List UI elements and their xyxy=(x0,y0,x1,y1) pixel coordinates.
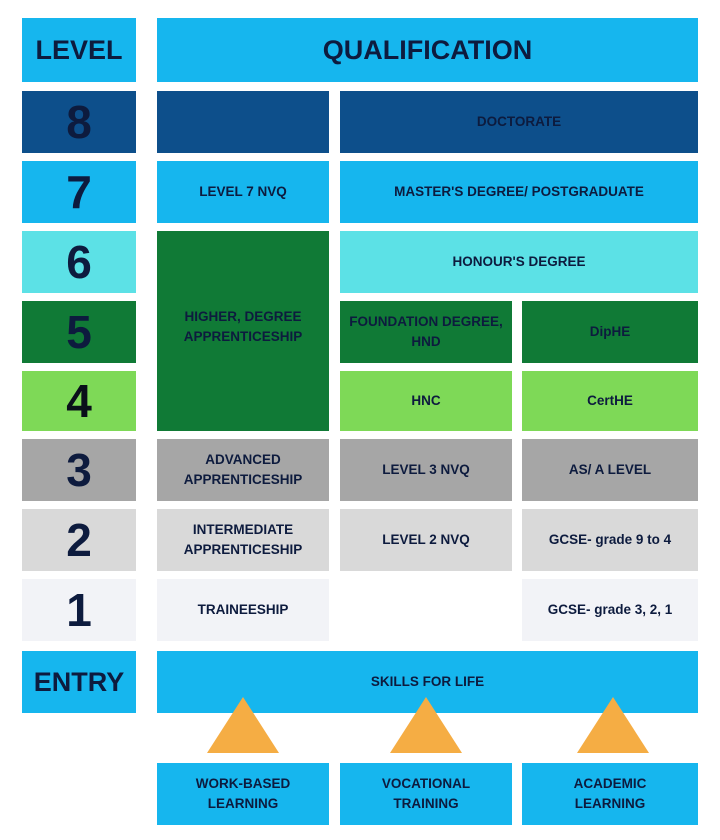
gcse-3-2-1-cell: GCSE- grade 3, 2, 1 xyxy=(522,579,698,641)
level-3-box: 3 xyxy=(22,439,136,501)
higher-degree-apprenticeship-cell: HIGHER, DEGREE APPRENTICESHIP xyxy=(157,231,329,431)
level-2-box: 2 xyxy=(22,509,136,571)
doctorate-cell: DOCTORATE xyxy=(340,91,698,153)
work-based-triangle-icon xyxy=(207,697,279,753)
as-a-level-cell: AS/ A LEVEL xyxy=(522,439,698,501)
advanced-apprenticeship-cell: ADVANCED APPRENTICESHIP xyxy=(157,439,329,501)
intermediate-apprenticeship-cell: INTERMEDIATE APPRENTICESHIP xyxy=(157,509,329,571)
honours-degree-cell: HONOUR'S DEGREE xyxy=(340,231,698,293)
level-4-box: 4 xyxy=(22,371,136,431)
level-5-box: 5 xyxy=(22,301,136,363)
skills-for-life-cell: SKILLS FOR LIFE xyxy=(157,651,698,713)
level-8-box: 8 xyxy=(22,91,136,153)
level-header: LEVEL xyxy=(22,18,136,82)
masters-degree-cell: MASTER'S DEGREE/ POSTGRADUATE xyxy=(340,161,698,223)
level-6-box: 6 xyxy=(22,231,136,293)
traineeship-cell: TRAINEESHIP xyxy=(157,579,329,641)
academic-learning-box: ACADEMIC LEARNING xyxy=(522,763,698,825)
level-3-nvq-cell: LEVEL 3 NVQ xyxy=(340,439,512,501)
hnc-cell: HNC xyxy=(340,371,512,431)
foundation-degree-cell: FOUNDATION DEGREE, HND xyxy=(340,301,512,363)
gcse-9-4-cell: GCSE- grade 9 to 4 xyxy=(522,509,698,571)
level-8-empty-cell xyxy=(157,91,329,153)
academic-triangle-icon xyxy=(577,697,649,753)
level-1-box: 1 xyxy=(22,579,136,641)
certhe-cell: CertHE xyxy=(522,371,698,431)
level-7-box: 7 xyxy=(22,161,136,223)
qualification-header: QUALIFICATION xyxy=(157,18,698,82)
vocational-training-box: VOCATIONAL TRAINING xyxy=(340,763,512,825)
entry-level-box: ENTRY xyxy=(22,651,136,713)
vocational-triangle-icon xyxy=(390,697,462,753)
diphe-cell: DipHE xyxy=(522,301,698,363)
level-2-nvq-cell: LEVEL 2 NVQ xyxy=(340,509,512,571)
work-based-learning-box: WORK-BASED LEARNING xyxy=(157,763,329,825)
level-7-nvq-cell: LEVEL 7 NVQ xyxy=(157,161,329,223)
